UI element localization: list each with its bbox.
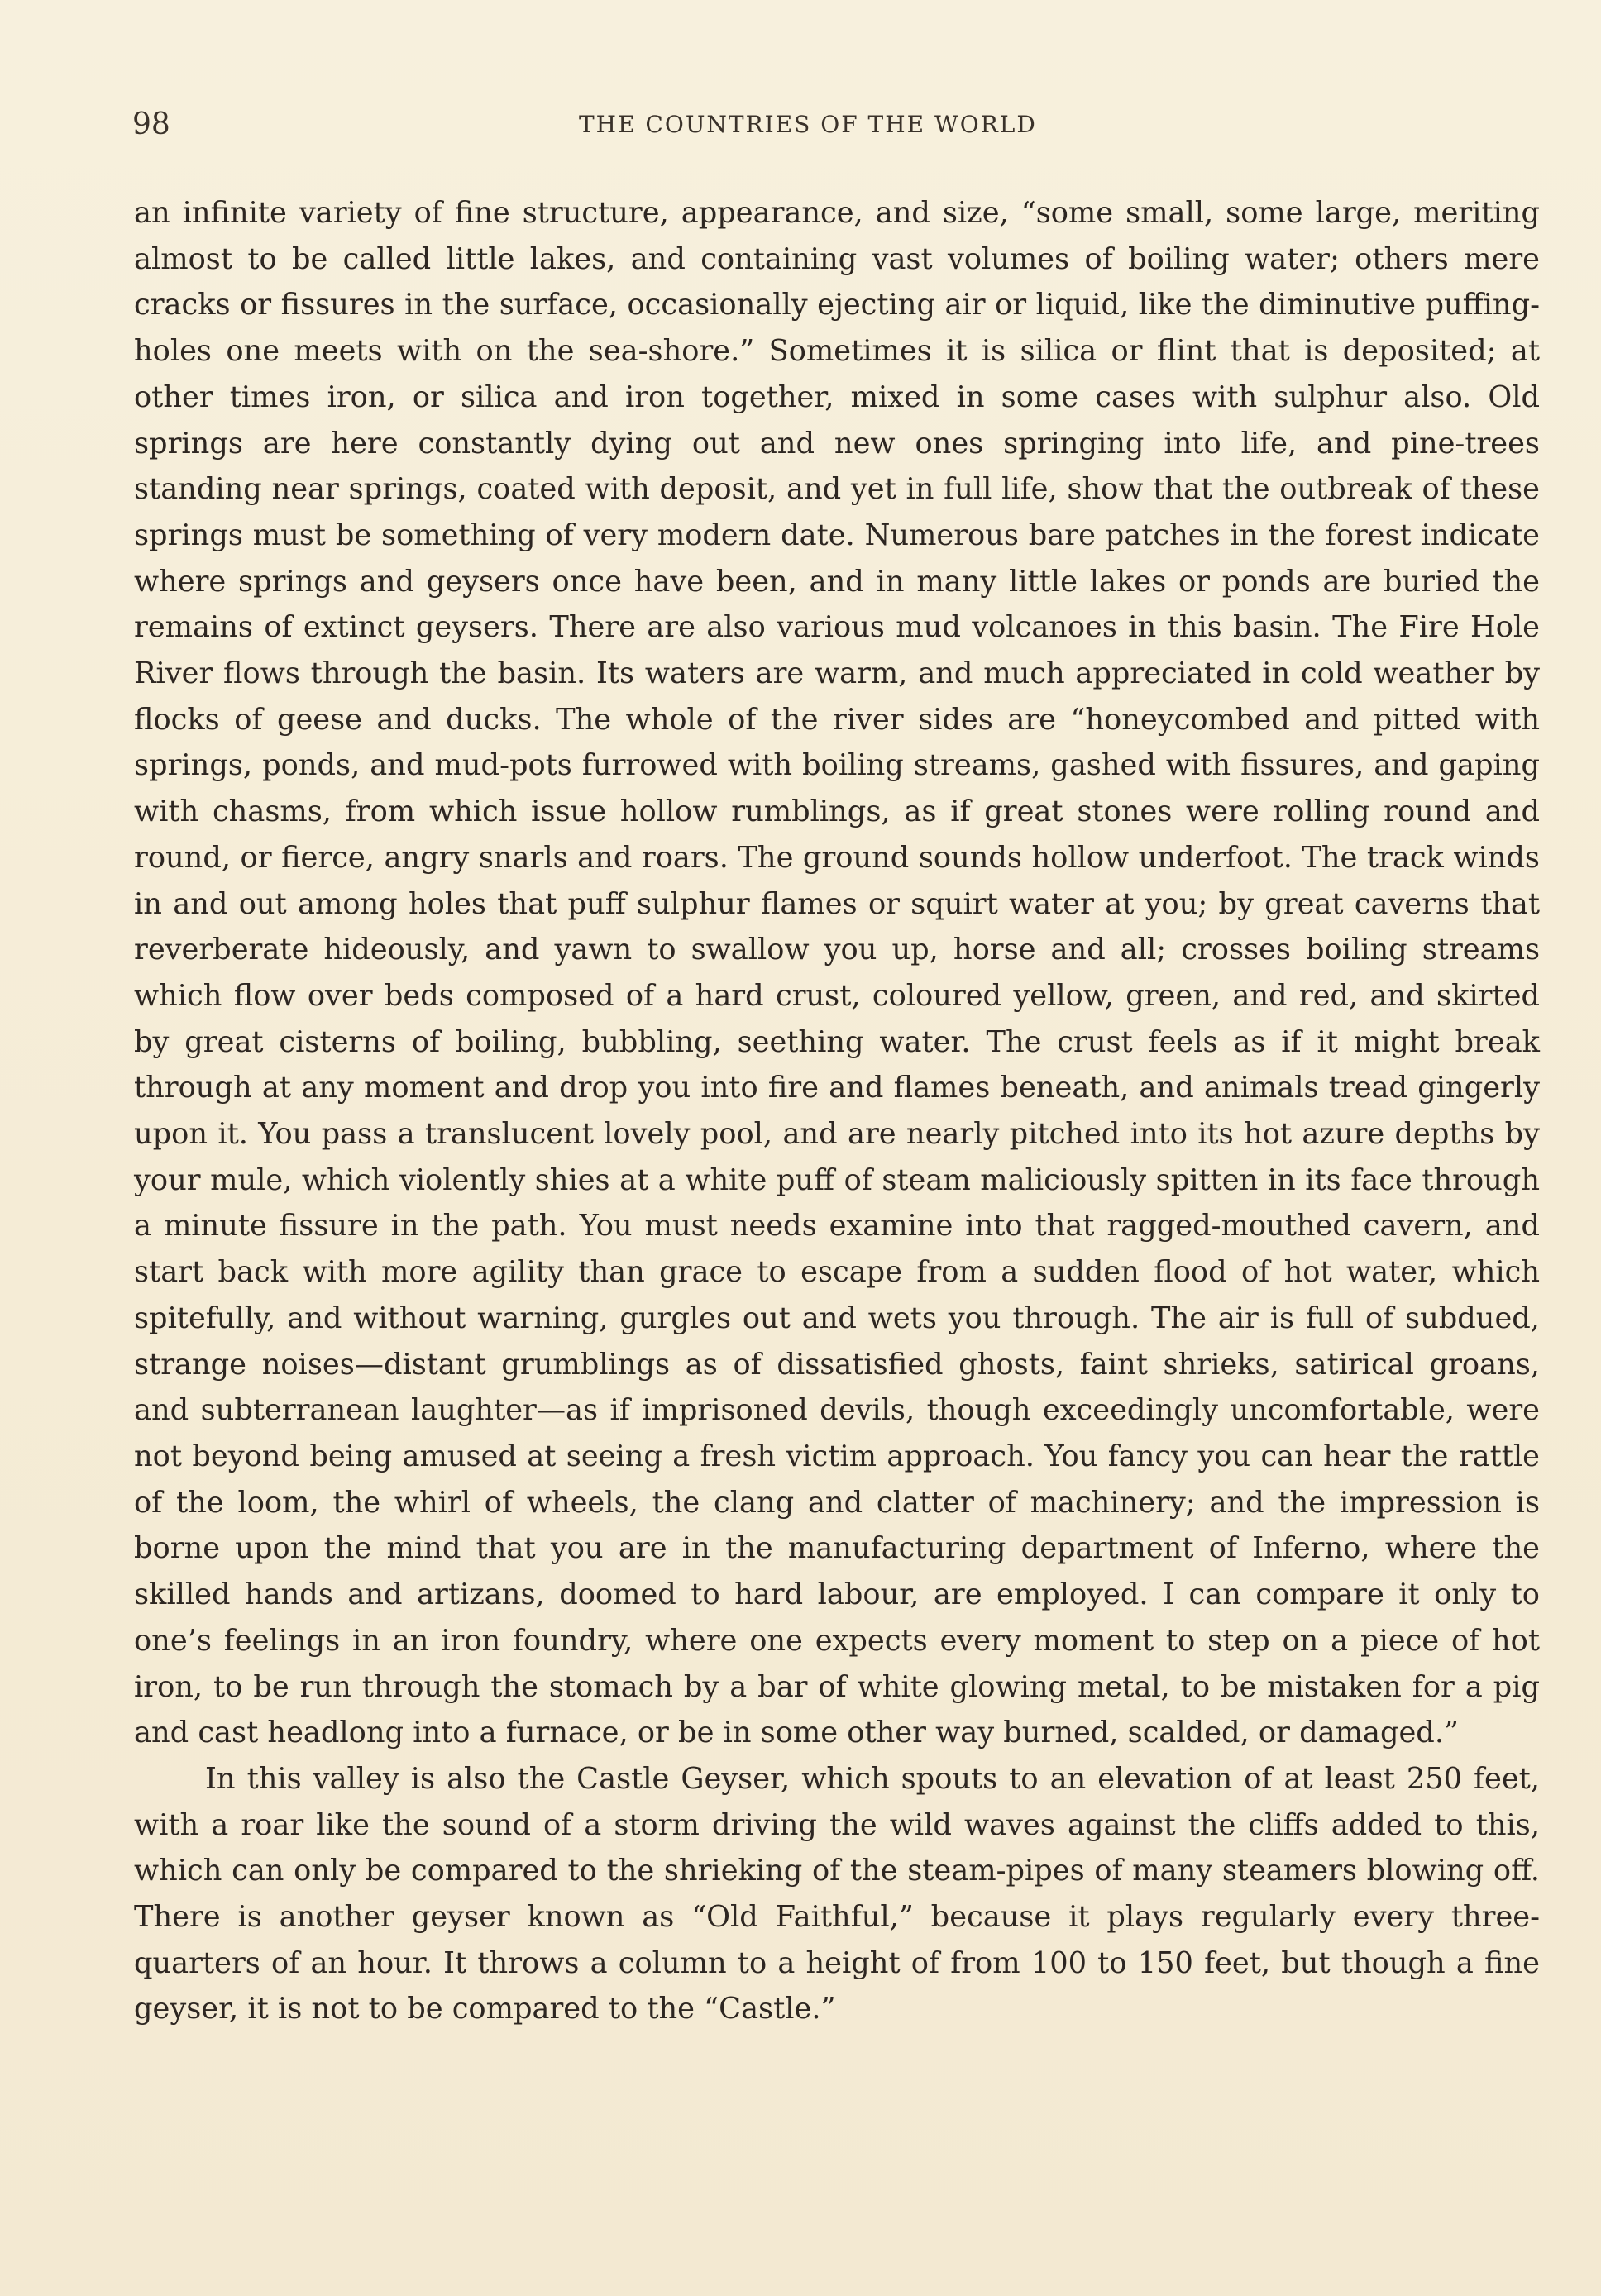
- running-title: THE COUNTRIES OF THE WORLD: [579, 111, 1037, 138]
- paragraph-castle-geyser: In this valley is also the Castle Geyser, which spouts to an elevation of at least 250 feet, with a roar like the sound of a storm driving the wild waves against the cliffs added to this, which can only be compared to the shrieking of the steam-pipes of many steamers blowing off. There is another geyser known as “Old Faithful,” because it plays regularly every three-quarters of an hour. It throws a column to a height of from 100 to 150 feet, but though a fine geyser, it is not to be compared to the “Castle.”: [134, 1761, 1540, 2026]
- paragraph-continued: an infinite variety of fine structure, appearance, and size, “some small, some large, meriting almost to be called little lakes, and containing vast volumes of boiling water; others mere cracks or fissures in the surface, occasionally ejecting air or liquid, like the diminutive puffing-holes one meets with on the sea-shore.” Sometimes it is silica or flint that is deposited; at other times iron, or silica and iron together, mixed in some cases with sulphur also. Old springs are here constantly dying out and new ones springing into life, and pine-trees standing near springs, coated with deposit, and yet in full life, show that the outbreak of these springs must be something of very modern date. Numerous bare patches in the forest indicate where springs and geysers once have been, and in many little lakes or ponds are buried the remains of extinct geysers. There are also various mud volcanoes in this basin. The Fire Hole River flows through the basin. Its waters are warm, and much appreciated in cold weather by flocks of geese and ducks. The whole of the river sides are “honeycombed and pitted with springs, ponds, and mud-pots furrowed with boiling streams, gashed with fissures, and gaping with chasms, from which issue hollow rumblings, as if great stones were rolling round and round, or fierce, angry snarls and roars. The ground sounds hollow underfoot. The track winds in and out among holes that puff sulphur flames or squirt water at you; by great caverns that reverberate hideously, and yawn to swallow you up, horse and all; crosses boiling streams which flow over beds composed of a hard crust, coloured yellow, green, and red, and skirted by great cisterns of boiling, bubbling, seething water. The crust feels as if it might break through at any moment and drop you into fire and flames beneath, and animals tread gingerly upon it. You pass a translucent lovely pool, and are nearly pitched into its hot azure depths by your mule, which violently shies at a white puff of steam maliciously spitten in its face through a minute fissure in the path. You must needs examine into that ragged-mouthed cavern, and start back with more agility than grace to escape from a sudden flood of hot water, which spitefully, and without warning, gurgles out and wets you through. The air is full of subdued, strange noises—distant grumblings as of dissatisfied ghosts, faint shrieks, satirical groans, and subterranean laughter—as if imprisoned devils, though exceedingly uncomfortable, were not beyond being amused at seeing a fresh victim approach. You fancy you can hear the rattle of the loom, the whirl of wheels, the clang and clatter of machinery; and the impression is borne upon the mind that you are in the manufacturing department of Inferno, where the skilled hands and artizans, doomed to hard labour, are employed. I can compare it only to one’s feelings in an iron foundry, where one expects every moment to step on a piece of hot iron, to be run through the stomach by a bar of white glowing metal, to be mistaken for a pig and cast headlong into a furnace, or be in some other way burned, scalded, or damaged.”: [134, 196, 1540, 1750]
- body-text: [134, 190, 1540, 2032]
- page-number: 98: [132, 107, 170, 141]
- running-header: [132, 107, 1538, 149]
